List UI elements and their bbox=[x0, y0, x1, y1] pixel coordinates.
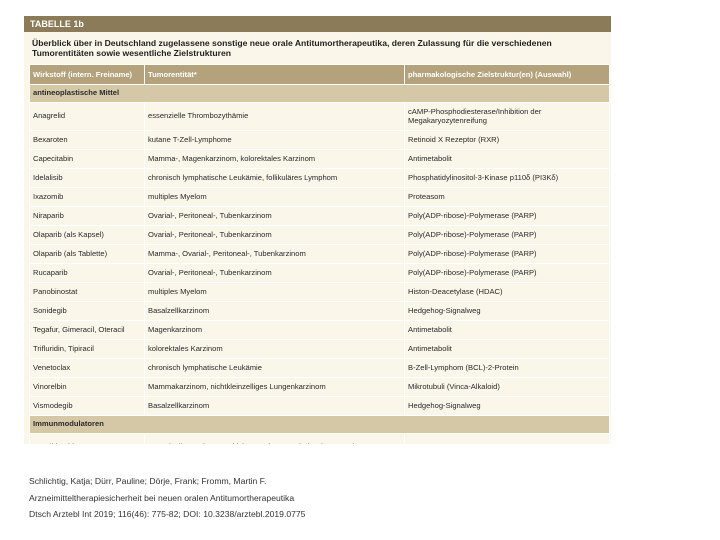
table-row bbox=[30, 103, 610, 131]
table-caption: Überblick über in Deutschland zugelassene sonstige neue orale Antitumortherapeutika, deren Zulassung für die verschiedenen Tumorentitäten sowie wesentliche Zielstrukturen bbox=[24, 32, 611, 64]
table-cell: Hedgehog-Signalweg bbox=[405, 302, 610, 321]
table-cell: Poly(ADP-ribose)-Polymerase (PARP) bbox=[405, 226, 610, 245]
table-cell: Tegafur, Gimeracil, Oteracil bbox=[30, 321, 145, 340]
table-cell: multiples Myelom bbox=[145, 283, 405, 302]
table-cell: Hedgehog-Signalweg bbox=[405, 397, 610, 416]
table-cell: chronisch lymphatische Leukämie bbox=[145, 359, 405, 378]
table-row bbox=[30, 264, 610, 283]
table-cell: Capecitabin bbox=[30, 150, 145, 169]
table-row bbox=[30, 226, 610, 245]
table-cell: Vismodegib bbox=[30, 397, 145, 416]
section-row bbox=[30, 416, 610, 434]
table-row bbox=[30, 207, 610, 226]
table-cell: Sonidegib bbox=[30, 302, 145, 321]
table-cell: Ovarial-, Peritoneal-, Tubenkarzinom bbox=[145, 207, 405, 226]
header-cell: pharmakologische Zielstruktur(en) (Auswahl) bbox=[405, 65, 610, 85]
table-cell: Olaparib (als Tablette) bbox=[30, 245, 145, 264]
table-cell: Niraparib bbox=[30, 207, 145, 226]
header-cell: Wirkstoff (intern. Freiname) bbox=[30, 65, 145, 85]
table-cell: Bexaroten bbox=[30, 131, 145, 150]
table-cell: Mamma-, Ovarial-, Peritoneal-, Tubenkarzinom bbox=[145, 245, 405, 264]
table-cell: Antimetabolit bbox=[405, 150, 610, 169]
table-row bbox=[30, 359, 610, 378]
table-cell: Panobinostat bbox=[30, 283, 145, 302]
table-cell: kutane T-Zell-Lymphome bbox=[145, 131, 405, 150]
table-cell bbox=[405, 434, 610, 445]
table-row bbox=[30, 245, 610, 264]
table-cell: Anagrelid bbox=[30, 103, 145, 131]
table-cell: Histon-Deacetylase (HDAC) bbox=[405, 283, 610, 302]
table-row bbox=[30, 340, 610, 359]
table-row bbox=[30, 434, 610, 445]
table-cell: Trifluridin, Tipiracil bbox=[30, 340, 145, 359]
citation-source: Dtsch Arztebl Int 2019; 116(46): 775-82; DOI: 10.3238/arztebl.2019.0775 bbox=[29, 509, 306, 519]
table-cell: Mammakarzinom, nichtkleinzelliges Lungenkarzinom bbox=[145, 378, 405, 397]
table-cell: Idelalisib bbox=[30, 169, 145, 188]
table-cell: Poly(ADP-ribose)-Polymerase (PARP) bbox=[405, 264, 610, 283]
table-figure bbox=[24, 16, 611, 444]
table-cell: Olaparib (als Kapsel) bbox=[30, 226, 145, 245]
table-cell bbox=[145, 434, 405, 445]
table-cell: chronisch lymphatische Leukämie, follikuläres Lymphom bbox=[145, 169, 405, 188]
table-cell: multiples Myelom bbox=[145, 188, 405, 207]
table-cell: Antimetabolit bbox=[405, 321, 610, 340]
table-cell: Rucaparib bbox=[30, 264, 145, 283]
table-cell: cAMP-Phosphodiesterase/Inhibition der Megakaryozytenreifung bbox=[405, 103, 610, 131]
table-cell: Retinoid X Rezeptor (RXR) bbox=[405, 131, 610, 150]
table-row bbox=[30, 169, 610, 188]
table-row bbox=[30, 302, 610, 321]
header-cell: Tumorentität* bbox=[145, 65, 405, 85]
table-cell: Vinorelbin bbox=[30, 378, 145, 397]
table-cell: Proteasom bbox=[405, 188, 610, 207]
table-cell: Mamma-, Magenkarzinom, kolorektales Karzinom bbox=[145, 150, 405, 169]
table-cell: kolorektales Karzinom bbox=[145, 340, 405, 359]
section-label: antineoplastische Mittel bbox=[30, 85, 610, 103]
citation bbox=[29, 473, 305, 523]
section-label: Immunmodulatoren bbox=[30, 416, 610, 434]
table-label: TABELLE 1b bbox=[24, 16, 611, 32]
table-cell: Poly(ADP-ribose)-Polymerase (PARP) bbox=[405, 207, 610, 226]
section-row bbox=[30, 85, 610, 103]
table-cell: Ixazomib bbox=[30, 188, 145, 207]
table-row bbox=[30, 283, 610, 302]
table-row bbox=[30, 321, 610, 340]
table-row bbox=[30, 188, 610, 207]
table-cell: Antimetabolit bbox=[405, 340, 610, 359]
citation-title: Arzneimitteltherapiesicherheit bei neuen oralen Antitumortherapeutika bbox=[29, 492, 295, 503]
table-row bbox=[30, 150, 610, 169]
table-cell: Venetoclax bbox=[30, 359, 145, 378]
table-cell: Basalzellkarzinom bbox=[145, 397, 405, 416]
table-row bbox=[30, 131, 610, 150]
table-cell bbox=[30, 434, 145, 445]
table-cell: Mikrotubuli (Vinca-Alkaloid) bbox=[405, 378, 610, 397]
table-row bbox=[30, 397, 610, 416]
header-row bbox=[30, 65, 610, 85]
citation-authors: Schlichtig, Katja; Dürr, Pauline; Dörje, Frank; Fromm, Martin F. bbox=[29, 476, 267, 486]
table-cell: Phosphatidylinositol-3-Kinase p110δ (PI3Kδ) bbox=[405, 169, 610, 188]
drug-table bbox=[29, 64, 610, 444]
table-cell: essenzielle Thrombozythämie bbox=[145, 103, 405, 131]
table-cell: Ovarial-, Peritoneal-, Tubenkarzinom bbox=[145, 226, 405, 245]
table-cell: Magenkarzinom bbox=[145, 321, 405, 340]
table-cell: Ovarial-, Peritoneal-, Tubenkarzinom bbox=[145, 264, 405, 283]
table-cell: Poly(ADP-ribose)-Polymerase (PARP) bbox=[405, 245, 610, 264]
table-row bbox=[30, 378, 610, 397]
table-cell: Basalzellkarzinom bbox=[145, 302, 405, 321]
table-cell: B-Zell-Lymphom (BCL)-2-Protein bbox=[405, 359, 610, 378]
